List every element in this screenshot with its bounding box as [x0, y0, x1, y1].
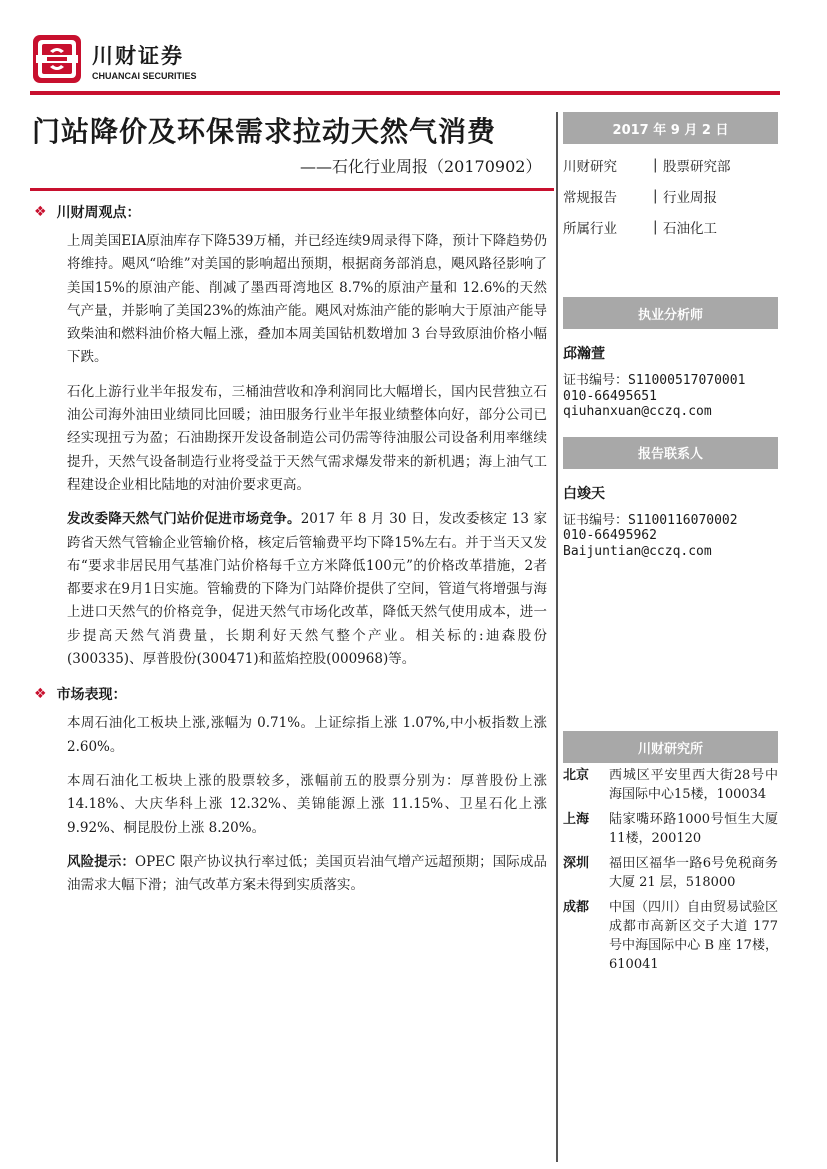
paragraph [32, 508, 547, 671]
info-key: 川财研究 [563, 158, 617, 175]
paragraph-text: OPEC 限产协议执行率过低；美国页岩油气增产远超预期；国际成品油需求大幅下滑；油气改革方案未得到实质落实。 [67, 853, 547, 894]
brand-name-en: CHUANCAI SECURITIES [92, 71, 197, 81]
paragraph [32, 712, 547, 759]
offices-header: 川财研究所 [563, 731, 778, 763]
office-address: 陆家嘴环路1000号恒生大厦11楼，200120 [609, 812, 778, 846]
analyst-cert [563, 373, 778, 389]
office-entry [563, 854, 778, 892]
paragraph-text: 本周石油化工板块上涨的股票较多，涨幅前五的股票分别为：厚普股份上涨 14.18%、大庆华科上涨 12.32%、美锦能源上涨 11.15%、卫星石化上涨 9.92%、桐昆股份上涨 8.20%。 [67, 772, 547, 836]
contact-name: 白竣天 [563, 485, 605, 502]
info-value: 股票研究部 [663, 158, 731, 175]
analyst-cert-suffix: 1 [737, 373, 746, 388]
contact-email[interactable]: Baijuntian@cczq.com [563, 543, 712, 559]
report-body [32, 200, 547, 908]
office-city: 北京 [563, 768, 590, 783]
title-rule [30, 188, 554, 191]
contact-phone: 010-66495962 [563, 528, 657, 543]
paragraph [32, 381, 547, 497]
office-entry [563, 766, 778, 804]
report-date: 2017 年 9 月 2 日 [563, 112, 778, 144]
contact-header: 报告联系人 [563, 437, 778, 469]
section-heading-text: 市场表现： [56, 687, 127, 704]
paragraph [32, 230, 547, 370]
paragraph-text: 2017 年 8 月 30 日，发改委核定 13 家跨省天然气管输企业管输价格，核定后管输费平均下降15%左右。并于当天又发布“要求非居民用气基准门站价格每千立方米降低100元”的价格改革措施，2者都要求在9月1日实施。管输费的下降为门站降价提供了空间，管道气将增强与海上进口天然气的价格竞争，促进天然气市场化改革，降低天然气使用成本，进一步提高天然气消费量，长期利好天然气整个产业。相关标的:迪森股份(300335)、厚普股份(300471)和蓝焰控股(000968)等。 [67, 511, 547, 668]
section-heading [32, 682, 547, 706]
office-entry [563, 898, 778, 974]
office-address: 西城区平安里西大街28号中海国际中心15楼，100034 [609, 768, 778, 802]
paragraph [32, 770, 547, 840]
brand-name-cn: 川财证券 [92, 44, 184, 68]
paragraph [32, 851, 547, 898]
diamond-bullet-icon: ❖ [34, 686, 47, 703]
sidebar-divider [556, 112, 558, 1162]
office-entry [563, 810, 778, 848]
report-title: 门站降价及环保需求拉动天然气消费 [32, 115, 497, 148]
office-city: 深圳 [563, 856, 590, 871]
info-value: 行业周报 [663, 189, 717, 206]
header-rule [30, 91, 780, 95]
info-separator: | [653, 156, 658, 173]
sidebar [563, 112, 778, 974]
info-value: 石油化工 [663, 220, 717, 237]
info-separator: | [653, 187, 658, 204]
analyst-name: 邱瀚萱 [563, 346, 605, 362]
info-key: 所属行业 [563, 220, 617, 237]
analyst-header: 执业分析师 [563, 297, 778, 329]
office-city: 上海 [563, 812, 590, 827]
info-key: 常规报告 [563, 189, 617, 206]
info-row [563, 149, 778, 180]
paragraph-text: 本周石油化工板块上涨,涨幅为 0.71%。上证综指上涨 1.07%,中小板指数上涨 2.60%。 [67, 715, 547, 755]
office-city: 成都 [563, 900, 590, 915]
contact-cert: 证书编号：S1100116070002 [563, 512, 738, 528]
office-address: 中国（四川）自由贸易试验区成都市高新区交子大道 177 号中海国际中心 B 座 17楼，610041 [609, 900, 779, 972]
section-heading-text: 川财周观点： [56, 205, 141, 221]
info-separator: | [653, 218, 658, 235]
company-logo [32, 34, 82, 84]
diamond-bullet-icon: ❖ [34, 204, 47, 220]
section-heading [32, 200, 547, 224]
report-subtitle: ——石化行业周报（20170902） [300, 157, 542, 176]
paragraph-lead: 风险提示： [67, 853, 136, 870]
paragraph-text: 石化上游行业半年报发布，三桶油营收和净利润同比大幅增长，国内民营独立石油公司海外油田业绩同比回暖；油田服务行业半年报业绩整体向好，部分公司已经实现扭亏为盈；石油勘探开发设备制造公司仍需等待油服公司设备利用率继续提升，天然气设备制造行业将受益于天然气需求爆发带来的新机遇；海上油气工程建设企业相比陆地的对油价要求更高。 [67, 383, 547, 493]
info-row [563, 211, 778, 242]
analyst-cert-text: 证书编号：S1100051707000 [563, 373, 738, 388]
office-address: 福田区福华一路6号免税商务大厦 21 层，518000 [609, 856, 778, 890]
paragraph-lead: 发改委降天然气门站价促进市场竞争。 [67, 511, 301, 528]
info-row [563, 180, 778, 211]
analyst-email[interactable]: qiuhanxuan@cczq.com [563, 404, 712, 419]
analyst-phone: 010-66495651 [563, 388, 657, 404]
paragraph-text: 上周美国EIA原油库存下降539万桶，并已经连续9周录得下降，预计下降趋势仍将维持。飓风“哈维”对美国的影响超出预期，根据商务部消息，飓风路径影响了美国15%的原油产能、削减了墨西哥湾地区 8.7%的原油产量和 12.6%的天然气产量，并影响了美国23%的炼油产能。飓风对炼油产能的影响大于原油产能导致柴油和燃料油价格大幅上涨，叠加本周美国钻机数增加 3 台导致原油价格小幅下跌。 [67, 233, 547, 366]
